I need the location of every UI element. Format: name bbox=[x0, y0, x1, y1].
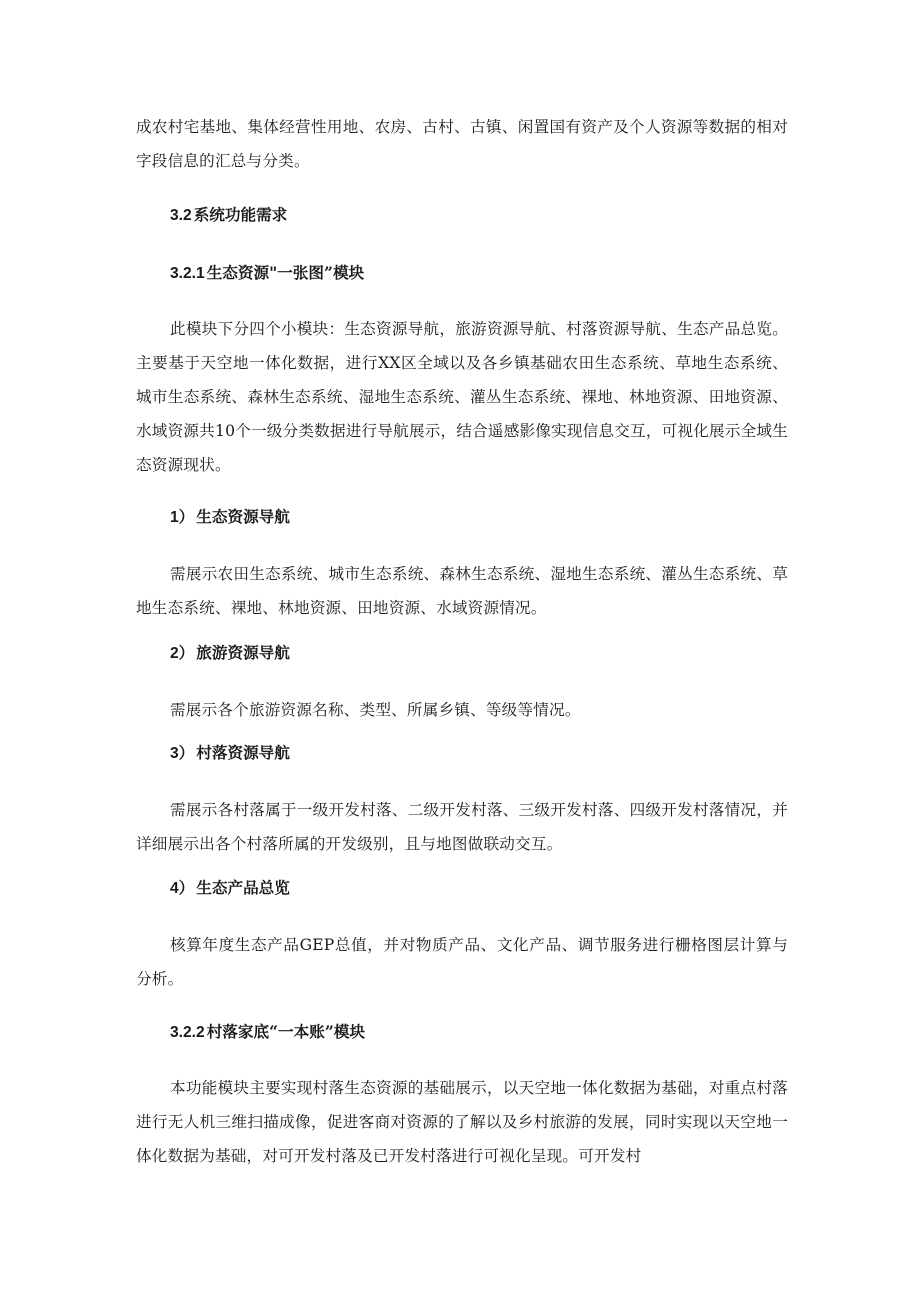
section-3-2-heading bbox=[170, 198, 287, 233]
section-3-2-2-paragraph: 本功能模块主要实现村落生态资源的基础展示，以天空地一体化数据为基础，对重点村落进行无人机三维扫描成像，促进客商对资源的了解以及乡村旅游的发展，同时实现以天空地一体化数据为基础，对可开发村落及已开发村落进行可视化呈现。可开发村 bbox=[136, 1079, 788, 1165]
section-3-2-title: 系统功能需求 bbox=[193, 205, 288, 224]
item-3-number: 3） bbox=[170, 745, 195, 762]
item-2-paragraph: 需展示各个旅游资源名称、类型、所属乡镇、等级等情况。 bbox=[170, 701, 581, 719]
item-1-heading bbox=[170, 500, 290, 535]
item-4-heading bbox=[170, 871, 290, 906]
item-4-paragraph: 核算年度生态产品GEP总值，并对物质产品、文化产品、调节服务进行栅格图层计算与分析。 bbox=[136, 936, 788, 988]
section-3-2-2-heading bbox=[170, 1015, 365, 1050]
intro-paragraph: 成农村宅基地、集体经营性用地、农房、古村、古镇、闲置国有资产及个人资源等数据的相对字段信息的汇总与分类。 bbox=[136, 118, 788, 170]
section-3-2-2-number: 3.2.2 bbox=[170, 1024, 205, 1041]
section-3-2-1-heading bbox=[170, 256, 364, 291]
item-1-number: 1） bbox=[170, 509, 195, 526]
section-3-2-1-title: 生态资源"一张图”模块 bbox=[206, 263, 365, 282]
item-3-heading bbox=[170, 736, 290, 771]
item-2-title: 旅游资源导航 bbox=[196, 643, 290, 662]
section-3-2-2-title: 村落家底“一本账”模块 bbox=[206, 1022, 365, 1041]
item-2-heading bbox=[170, 636, 290, 671]
item-1-paragraph: 需展示农田生态系统、城市生态系统、森林生态系统、湿地生态系统、灌丛生态系统、草地生态系统、裸地、林地资源、田地资源、水域资源情况。 bbox=[136, 565, 788, 617]
item-4-number: 4） bbox=[170, 880, 195, 897]
section-3-2-number: 3.2 bbox=[170, 207, 192, 224]
item-3-paragraph: 需展示各村落属于一级开发村落、二级开发村落、三级开发村落、四级开发村落情况，并详细展示出各个村落所属的开发级别，且与地图做联动交互。 bbox=[136, 801, 788, 853]
section-3-2-1-paragraph: 此模块下分四个小模块：生态资源导航，旅游资源导航、村落资源导航、生态产品总览。主要基于天空地一体化数据，进行XX区全域以及各乡镇基础农田生态系统、草地生态系统、城市生态系统、森林生态系统、湿地生态系统、灌丛生态系统、裸地、林地资源、田地资源、水域资源共10个一级分类数据进行导航展示，结合遥感影像实现信息交互，可视化展示全域生态资源现状。 bbox=[136, 320, 788, 474]
section-3-2-1-number: 3.2.1 bbox=[170, 265, 205, 282]
item-2-number: 2） bbox=[170, 645, 195, 662]
item-3-title: 村落资源导航 bbox=[196, 743, 290, 762]
item-1-title: 生态资源导航 bbox=[196, 507, 290, 526]
item-4-title: 生态产品总览 bbox=[196, 878, 290, 897]
